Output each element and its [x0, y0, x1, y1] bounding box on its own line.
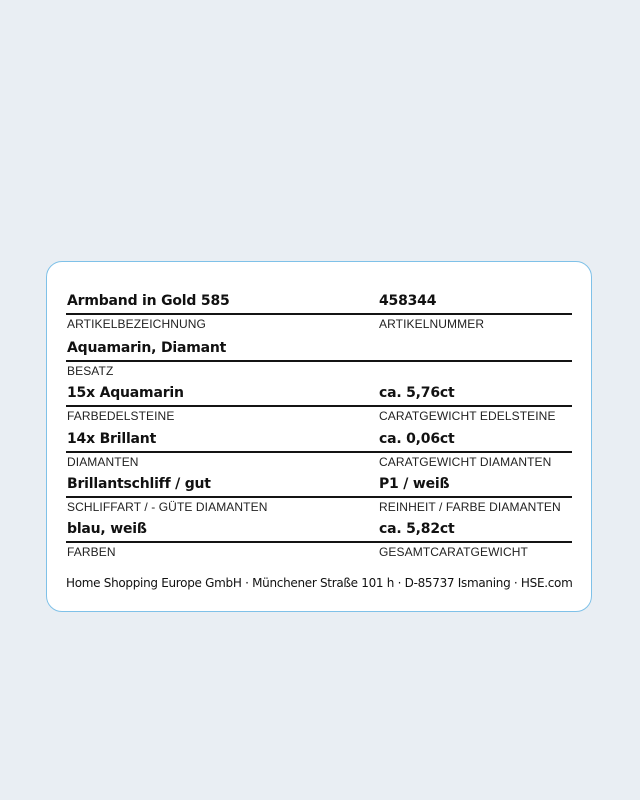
- row-colors: [66, 520, 572, 566]
- total-carat-value: ca. 5,82ct: [379, 521, 455, 537]
- company-footer: Home Shopping Europe GmbH · Münchener Straße 101 h · D-85737 Ismaning · HSE.com: [66, 576, 573, 590]
- row-divider: [66, 405, 572, 407]
- row-divider: [66, 360, 572, 362]
- row-divider: [66, 451, 572, 453]
- article-name-value: Armband in Gold 585: [67, 293, 230, 309]
- product-info-card: [46, 261, 592, 612]
- row-gemstones: [66, 384, 572, 430]
- row-divider: [66, 496, 572, 498]
- gemstones-value: 15x Aquamarin: [67, 385, 184, 401]
- total-carat-label: GESAMTCARATGEWICHT: [379, 545, 528, 559]
- article-number-value: 458344: [379, 293, 437, 309]
- cut-quality-value: Brillantschliff / gut: [67, 476, 211, 492]
- diamonds-value: 14x Brillant: [67, 431, 157, 447]
- row-article-name: [66, 292, 572, 338]
- diamonds-label: DIAMANTEN: [67, 455, 139, 469]
- diamond-carat-label: CARATGEWICHT DIAMANTEN: [379, 455, 552, 469]
- gemstones-label: FARBEDELSTEINE: [67, 409, 175, 423]
- setting-value: Aquamarin, Diamant: [67, 340, 227, 356]
- gemstone-carat-value: ca. 5,76ct: [379, 385, 455, 401]
- row-setting: [66, 339, 572, 385]
- colors-value: blau, weiß: [67, 521, 147, 537]
- row-cut-quality: [66, 475, 572, 521]
- row-divider: [66, 541, 572, 543]
- setting-label: BESATZ: [67, 364, 114, 378]
- gemstone-carat-label: CARATGEWICHT EDELSTEINE: [379, 409, 556, 423]
- clarity-color-label: REINHEIT / FARBE DIAMANTEN: [379, 500, 561, 514]
- diamond-carat-value: ca. 0,06ct: [379, 431, 455, 447]
- clarity-color-value: P1 / weiß: [379, 476, 450, 492]
- row-divider: [66, 313, 572, 315]
- row-diamonds: [66, 430, 572, 476]
- cut-quality-label: SCHLIFFART / - GÜTE DIAMANTEN: [67, 500, 268, 514]
- article-number-label: ARTIKELNUMMER: [379, 317, 485, 331]
- article-name-label: ARTIKELBEZEICHNUNG: [67, 317, 206, 331]
- colors-label: FARBEN: [67, 545, 116, 559]
